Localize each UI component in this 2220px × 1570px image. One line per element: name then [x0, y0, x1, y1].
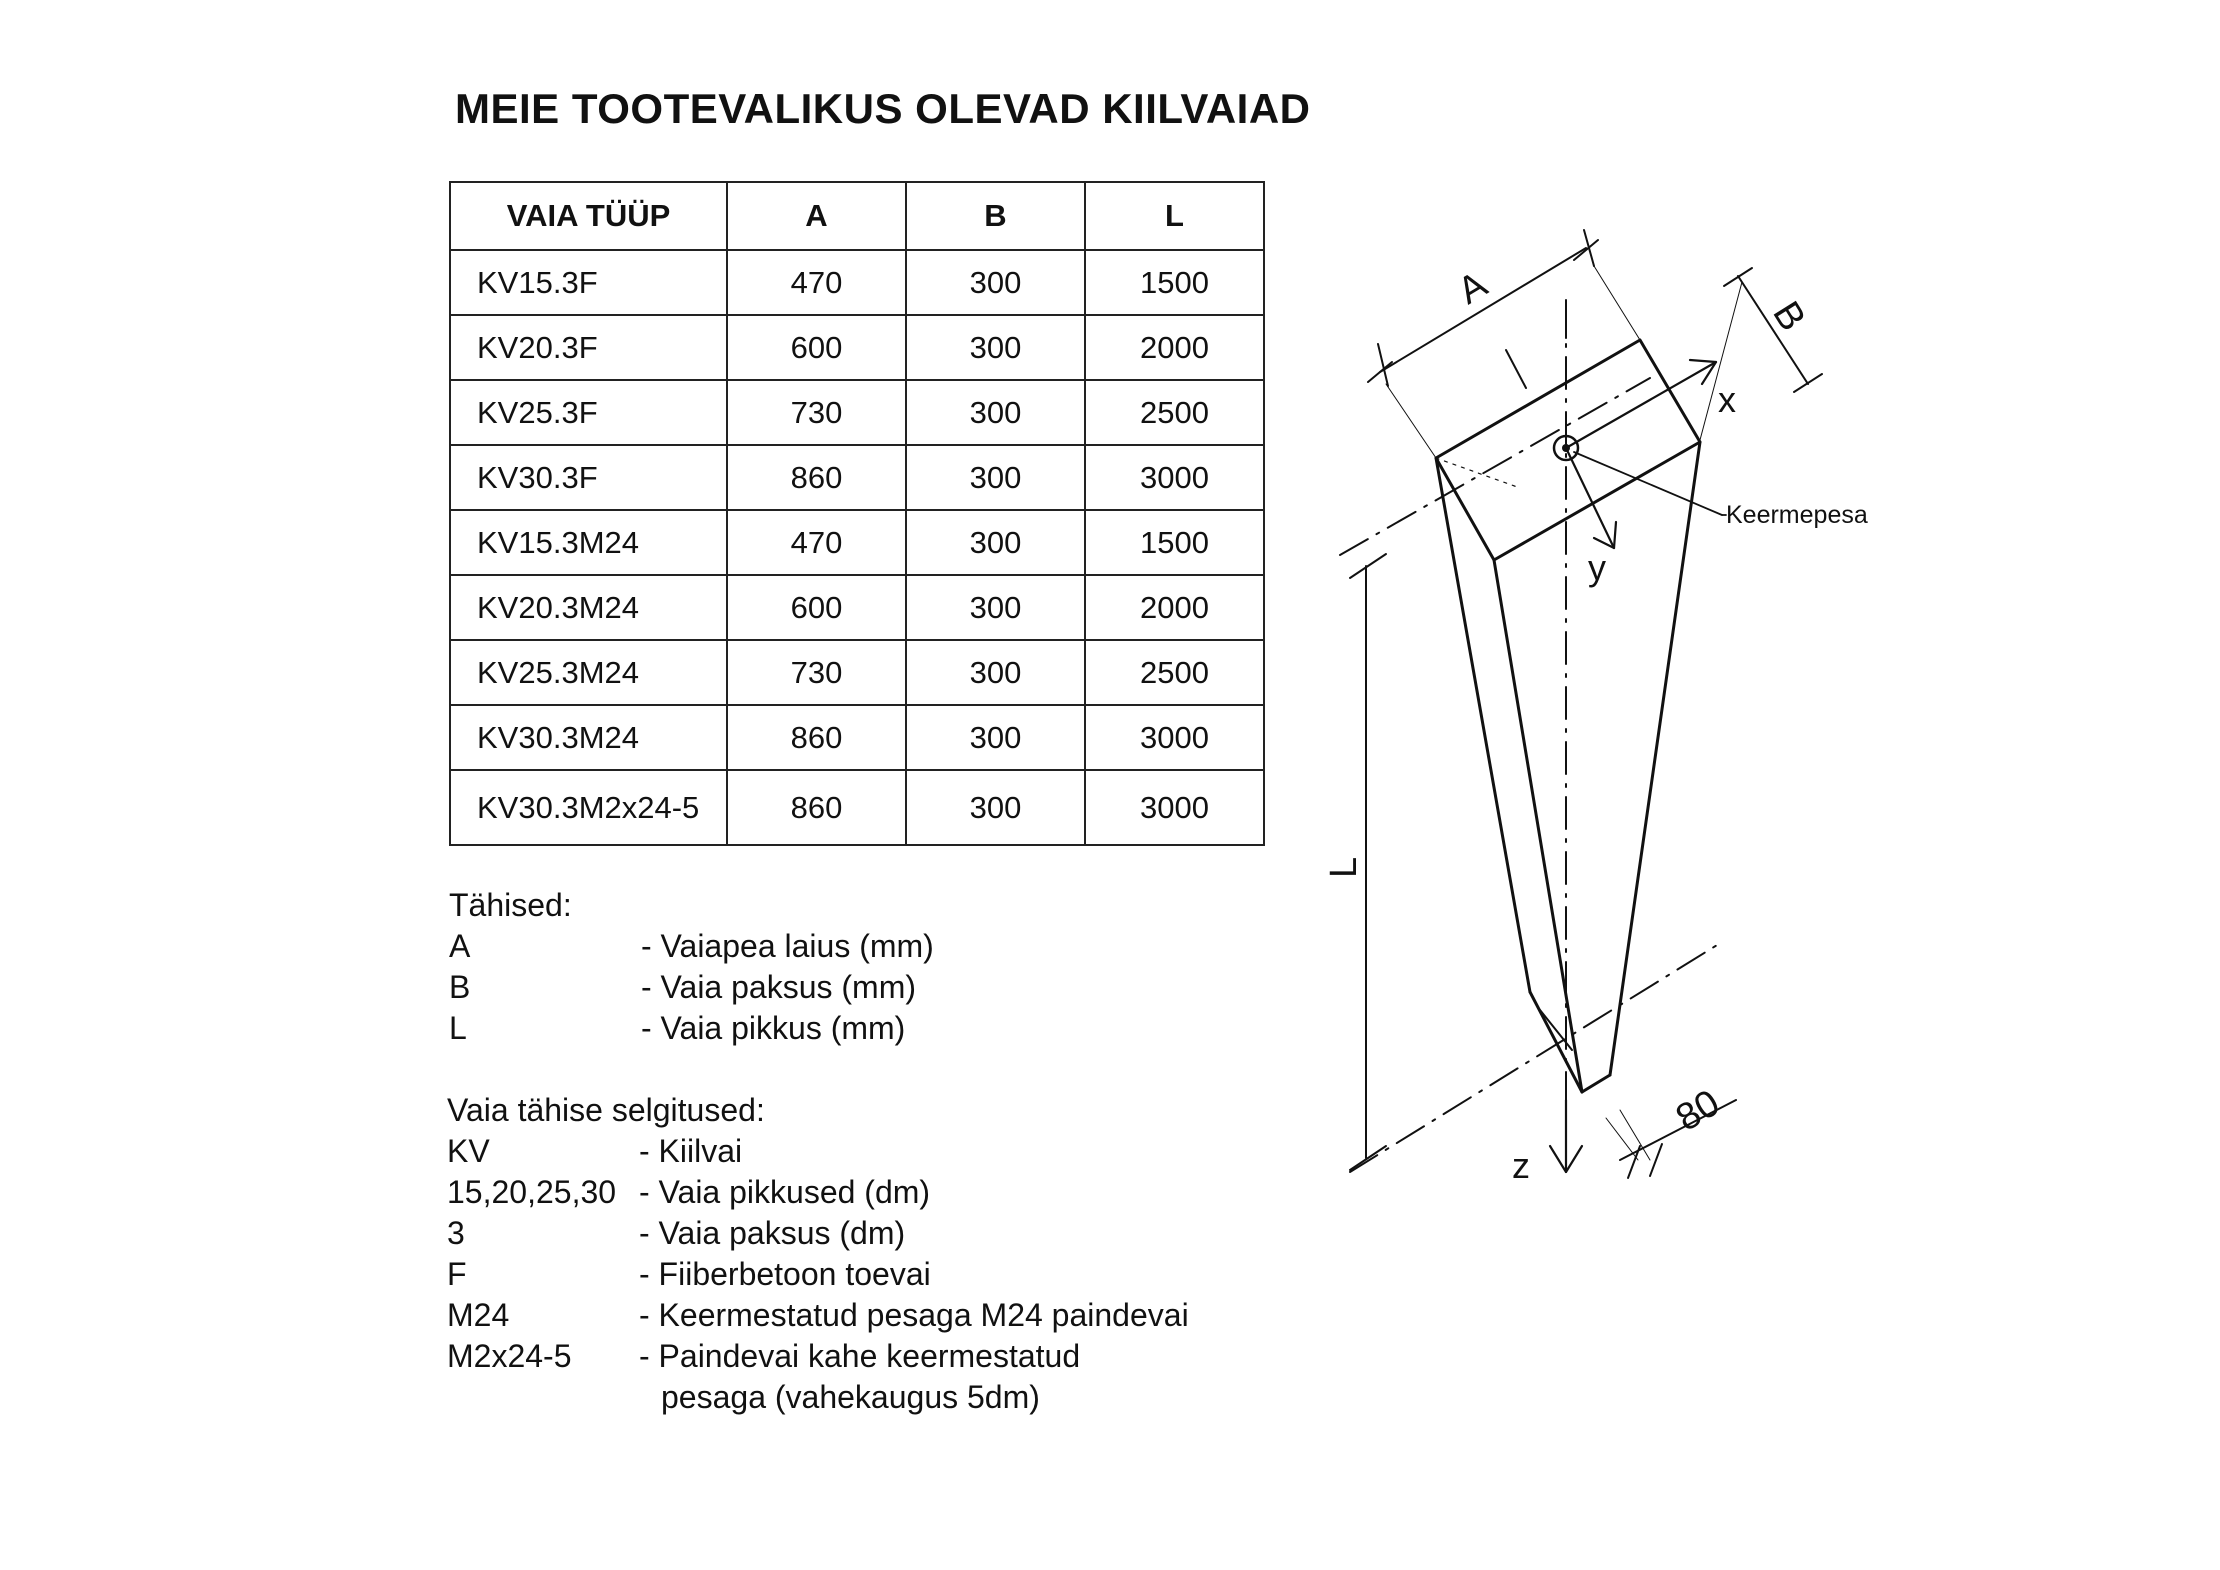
cell-l: 2000 — [1085, 315, 1264, 380]
socket-label: Keermepesa — [1726, 501, 1868, 529]
cell-l: 3000 — [1085, 770, 1264, 845]
cell-type: KV20.3M24 — [450, 575, 727, 640]
cell-type: KV15.3F — [450, 250, 727, 315]
dim-label-a: A — [1451, 263, 1495, 313]
cell-type: KV30.3F — [450, 445, 727, 510]
socket-leader — [1574, 452, 1726, 515]
dimension-a — [1368, 230, 1640, 458]
header-a: A — [727, 182, 906, 250]
cell-a: 860 — [727, 770, 906, 845]
header-b: B — [906, 182, 1085, 250]
cell-type: KV20.3F — [450, 315, 727, 380]
header-pile-type: VAIA TÜÜP — [450, 182, 727, 250]
cell-l: 2500 — [1085, 380, 1264, 445]
page-title: MEIE TOOTEVALIKUS OLEVAD KIILVAIAD — [455, 85, 1311, 132]
cell-b: 300 — [906, 640, 1085, 705]
cell-type: KV15.3M24 — [450, 510, 727, 575]
axis-label-x: x — [1718, 379, 1736, 420]
dim-label-80: 80 — [1669, 1081, 1727, 1140]
cell-a: 470 — [727, 510, 906, 575]
cell-b: 300 — [906, 380, 1085, 445]
cell-b: 300 — [906, 575, 1085, 640]
cell-type: KV25.3M24 — [450, 640, 727, 705]
cell-a: 730 — [727, 380, 906, 445]
cell-b: 300 — [906, 250, 1085, 315]
axis-label-y: y — [1588, 547, 1606, 588]
dim-label-l: L — [1323, 856, 1365, 878]
cell-a: 600 — [727, 575, 906, 640]
cell-type: KV30.3M24 — [450, 705, 727, 770]
cell-l: 1500 — [1085, 510, 1264, 575]
cell-a: 600 — [727, 315, 906, 380]
cell-b: 300 — [906, 445, 1085, 510]
x-axis-arrow — [1566, 360, 1716, 448]
cell-type: KV25.3F — [450, 380, 727, 445]
cell-l: 3000 — [1085, 445, 1264, 510]
y-axis-arrow — [1566, 448, 1616, 548]
cell-l: 3000 — [1085, 705, 1264, 770]
cell-b: 300 — [906, 770, 1085, 845]
cell-l: 1500 — [1085, 250, 1264, 315]
cell-l: 2500 — [1085, 640, 1264, 705]
cell-type: KV30.3M2x24-5 — [450, 770, 727, 845]
explanations-heading: Vaia tähise selgitused: — [447, 1092, 765, 1128]
cell-b: 300 — [906, 705, 1085, 770]
cell-a: 860 — [727, 445, 906, 510]
cell-l: 2000 — [1085, 575, 1264, 640]
axis-label-z: z — [1512, 1145, 1530, 1186]
cell-b: 300 — [906, 510, 1085, 575]
cell-b: 300 — [906, 315, 1085, 380]
top-face-inner-lines — [1436, 458, 1520, 488]
cell-a: 470 — [727, 250, 906, 315]
legend-heading: Tähised: — [449, 887, 572, 923]
cell-a: 730 — [727, 640, 906, 705]
cell-a: 860 — [727, 705, 906, 770]
header-l: L — [1085, 182, 1264, 250]
dim-label-b: B — [1764, 294, 1814, 339]
z-axis-arrow — [1550, 1100, 1582, 1172]
center-axes — [1340, 302, 1722, 1172]
